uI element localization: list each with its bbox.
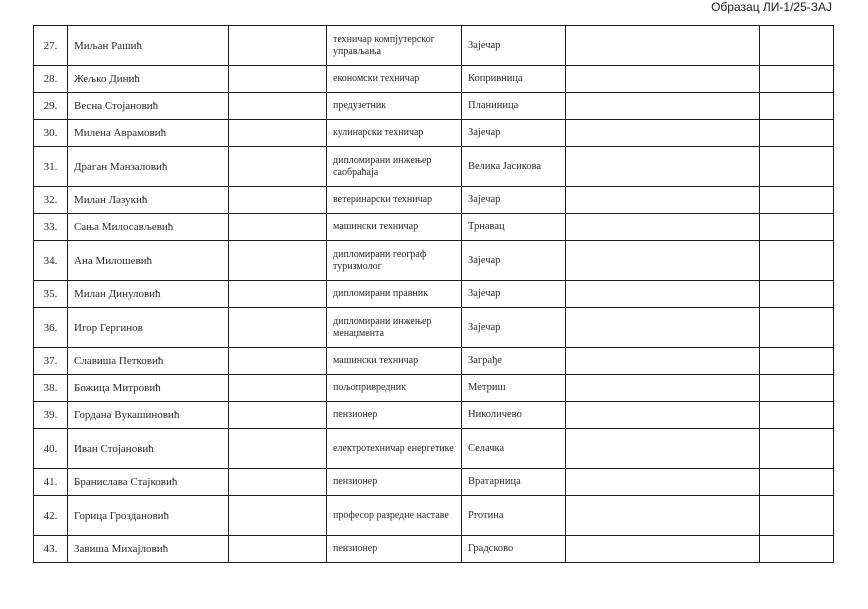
occupation: економски техничар [327, 66, 462, 93]
empty-cell [566, 147, 760, 187]
empty-cell [566, 429, 760, 469]
empty-cell [229, 429, 327, 469]
row-number: 29. [34, 93, 68, 120]
candidate-name: Божица Митровић [68, 375, 229, 402]
candidate-name: Игор Гергинов [68, 308, 229, 348]
empty-cell [229, 281, 327, 308]
table-row [34, 496, 834, 536]
empty-cell [760, 241, 834, 281]
candidate-name: Драган Манзаловић [68, 147, 229, 187]
residence: Зајечар [462, 308, 566, 348]
empty-cell [566, 66, 760, 93]
table-row [34, 187, 834, 214]
empty-cell [760, 536, 834, 563]
empty-cell [760, 281, 834, 308]
table-row [34, 281, 834, 308]
empty-cell [760, 348, 834, 375]
empty-cell [760, 120, 834, 147]
occupation: пензионер [327, 536, 462, 563]
table-row [34, 214, 834, 241]
empty-cell [229, 66, 327, 93]
row-number: 28. [34, 66, 68, 93]
empty-cell [760, 214, 834, 241]
table-row [34, 308, 834, 348]
row-number: 31. [34, 147, 68, 187]
empty-cell [229, 469, 327, 496]
empty-cell [229, 496, 327, 536]
residence: Зајечар [462, 281, 566, 308]
candidate-name: Милан Динуловић [68, 281, 229, 308]
residence: Рготина [462, 496, 566, 536]
empty-cell [229, 402, 327, 429]
table-row [34, 469, 834, 496]
occupation: дипломирани инжењер саобраћаја [327, 147, 462, 187]
row-number: 43. [34, 536, 68, 563]
empty-cell [229, 348, 327, 375]
row-number: 32. [34, 187, 68, 214]
candidate-name: Милена Аврамовић [68, 120, 229, 147]
occupation: ветеринарски техничар [327, 187, 462, 214]
residence: Зајечар [462, 26, 566, 66]
table-row [34, 147, 834, 187]
table-row [34, 241, 834, 281]
empty-cell [760, 429, 834, 469]
form-code-label: Образац ЛИ-1/25-ЗАЈ [711, 0, 832, 14]
empty-cell [566, 375, 760, 402]
empty-cell [229, 147, 327, 187]
occupation: електротехничар енергетике [327, 429, 462, 469]
row-number: 39. [34, 402, 68, 429]
empty-cell [760, 496, 834, 536]
row-number: 33. [34, 214, 68, 241]
empty-cell [229, 536, 327, 563]
row-number: 27. [34, 26, 68, 66]
occupation: дипломирани правник [327, 281, 462, 308]
residence: Метриш [462, 375, 566, 402]
candidate-name: Ана Милошевић [68, 241, 229, 281]
empty-cell [566, 241, 760, 281]
empty-cell [229, 308, 327, 348]
row-number: 37. [34, 348, 68, 375]
empty-cell [566, 536, 760, 563]
empty-cell [760, 93, 834, 120]
table-row [34, 66, 834, 93]
residence: Зајечар [462, 241, 566, 281]
table-row [34, 402, 834, 429]
residence: Зајечар [462, 187, 566, 214]
empty-cell [229, 187, 327, 214]
row-number: 34. [34, 241, 68, 281]
empty-cell [760, 402, 834, 429]
candidate-list-table [33, 25, 834, 563]
table-row [34, 26, 834, 66]
candidate-name: Бранислава Стајковић [68, 469, 229, 496]
row-number: 42. [34, 496, 68, 536]
candidate-name: Весна Стојановић [68, 93, 229, 120]
residence: Градсково [462, 536, 566, 563]
residence: Копривница [462, 66, 566, 93]
residence: Велика Јасикова [462, 147, 566, 187]
occupation: пензионер [327, 402, 462, 429]
empty-cell [566, 187, 760, 214]
empty-cell [229, 375, 327, 402]
row-number: 41. [34, 469, 68, 496]
residence: Вратарница [462, 469, 566, 496]
empty-cell [566, 402, 760, 429]
occupation: пољопривредник [327, 375, 462, 402]
empty-cell [566, 469, 760, 496]
occupation: машински техничар [327, 214, 462, 241]
table-row [34, 120, 834, 147]
empty-cell [566, 496, 760, 536]
occupation: дипломирани географ туризмолог [327, 241, 462, 281]
occupation: кулинарски техничар [327, 120, 462, 147]
candidate-name: Милан Лазукић [68, 187, 229, 214]
residence: Зајечар [462, 120, 566, 147]
candidate-name: Славиша Петковић [68, 348, 229, 375]
residence: Заграђе [462, 348, 566, 375]
row-number: 40. [34, 429, 68, 469]
empty-cell [229, 26, 327, 66]
empty-cell [566, 214, 760, 241]
empty-cell [760, 66, 834, 93]
table-body [34, 26, 834, 563]
empty-cell [566, 26, 760, 66]
residence: Трнавац [462, 214, 566, 241]
occupation: техничар компјутерског управљања [327, 26, 462, 66]
empty-cell [760, 308, 834, 348]
occupation: машински техничар [327, 348, 462, 375]
empty-cell [760, 147, 834, 187]
residence: Планиница [462, 93, 566, 120]
empty-cell [229, 120, 327, 147]
row-number: 30. [34, 120, 68, 147]
table-row [34, 93, 834, 120]
row-number: 35. [34, 281, 68, 308]
candidate-name: Сања Милосављевић [68, 214, 229, 241]
empty-cell [229, 241, 327, 281]
empty-cell [566, 281, 760, 308]
empty-cell [566, 93, 760, 120]
table-row [34, 536, 834, 563]
candidate-name: Гордана Вукашиновић [68, 402, 229, 429]
empty-cell [566, 120, 760, 147]
table-row [34, 348, 834, 375]
empty-cell [229, 214, 327, 241]
empty-cell [760, 187, 834, 214]
candidate-name: Горица Гроздановић [68, 496, 229, 536]
table-row [34, 375, 834, 402]
table-row [34, 429, 834, 469]
empty-cell [760, 26, 834, 66]
occupation: професор разредне наставе [327, 496, 462, 536]
occupation: пензионер [327, 469, 462, 496]
residence: Селачка [462, 429, 566, 469]
residence: Николичево [462, 402, 566, 429]
empty-cell [566, 308, 760, 348]
row-number: 38. [34, 375, 68, 402]
occupation: предузетник [327, 93, 462, 120]
candidate-name: Иван Стојановић [68, 429, 229, 469]
empty-cell [566, 348, 760, 375]
occupation: дипломирани инжењер менаџмента [327, 308, 462, 348]
empty-cell [760, 375, 834, 402]
candidate-name: Миљан Рашић [68, 26, 229, 66]
empty-cell [229, 93, 327, 120]
candidate-name: Завиша Михајловић [68, 536, 229, 563]
row-number: 36. [34, 308, 68, 348]
empty-cell [760, 469, 834, 496]
candidate-name: Жељко Динић [68, 66, 229, 93]
